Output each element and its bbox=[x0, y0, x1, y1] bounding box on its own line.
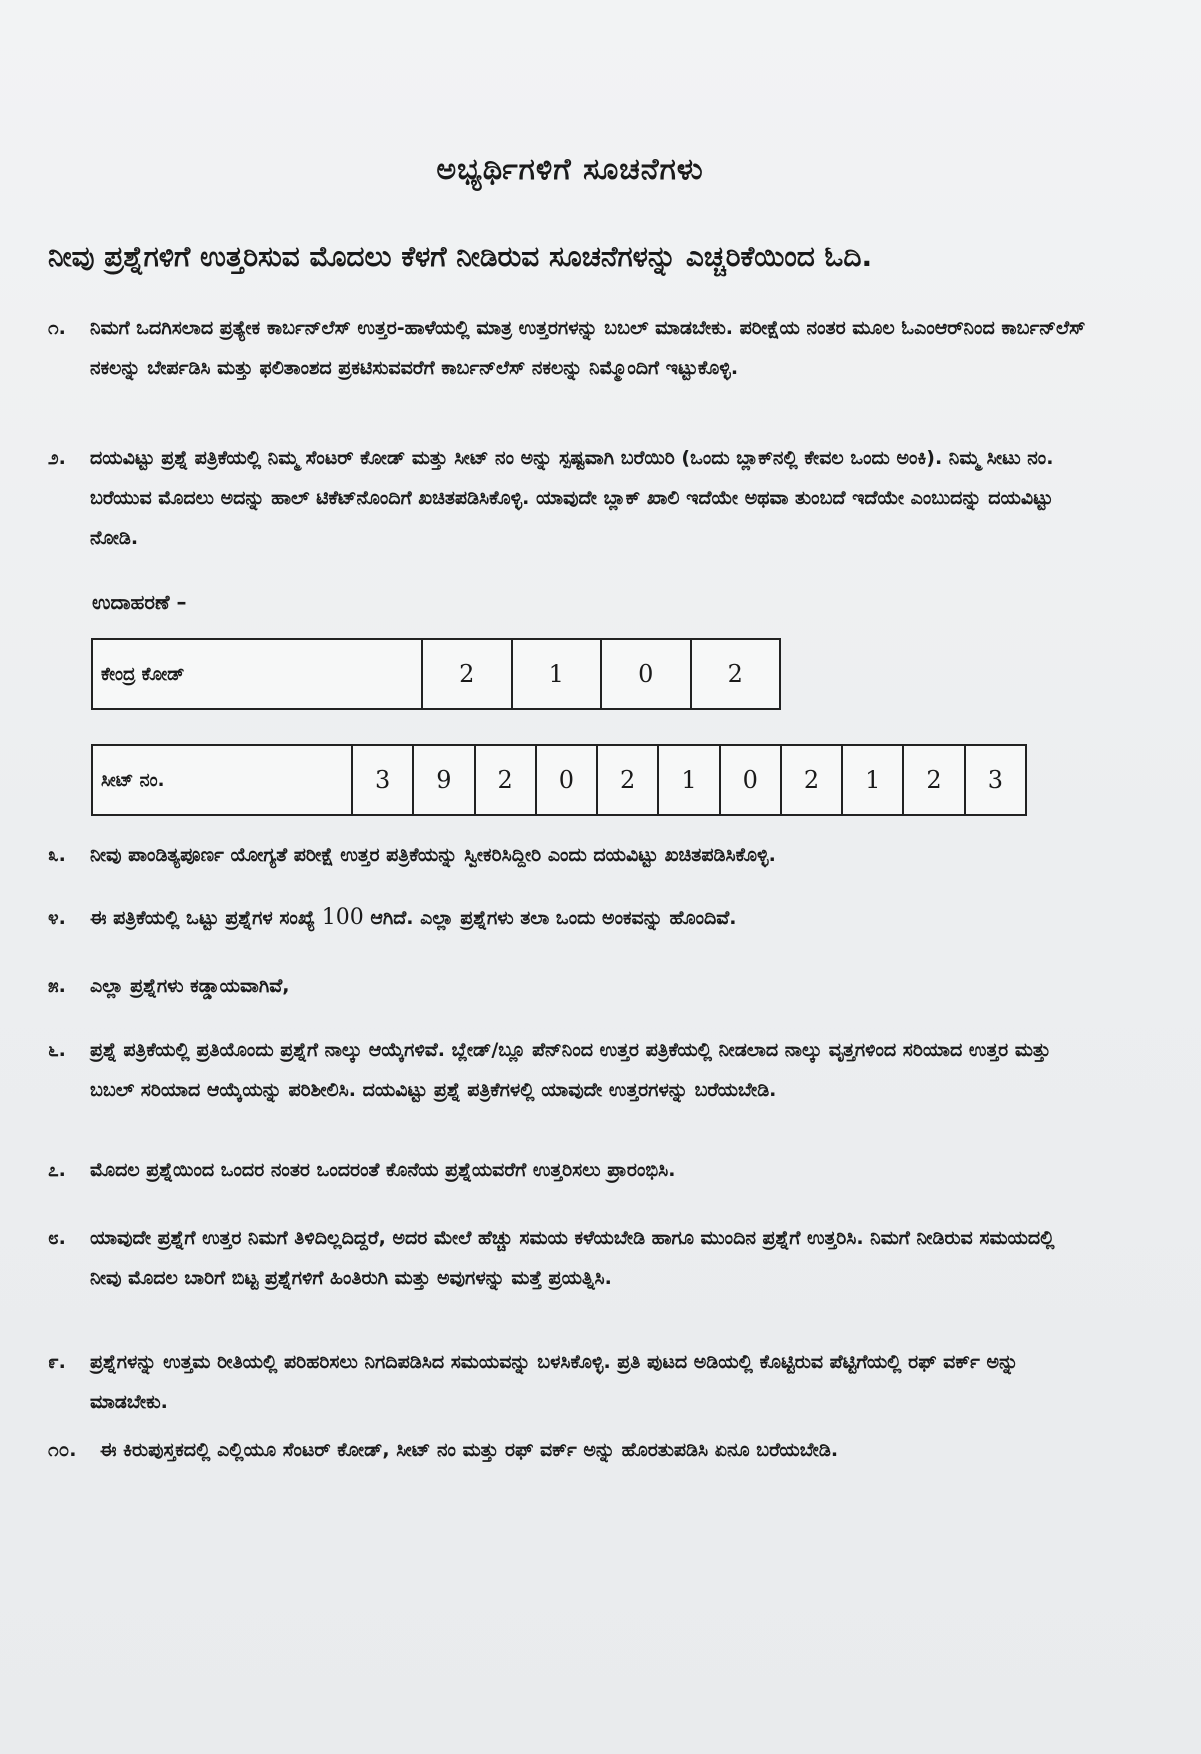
item-text: ಪ್ರಶ್ನೆ ಪತ್ರಿಕೆಯಲ್ಲಿ ಪ್ರತಿಯೊಂದು ಪ್ರಶ್ನೆಗೆ ನಾಲ್ಕು ಆಯ್ಕೆಗಳಿವೆ. ಬ್ಲೇಡ್/ಬ್ಲೂ ಪೆನ್‌ನಿಂದ ಉತ್ತರ ಪತ್ರಿಕೆಯಲ್ಲಿ ನೀಡಲಾದ ನಾಲ್ಕು ವೃತ್ತಗಳಿಂದ ಸರಿಯಾದ ಉತ್ತರ ಮತ್ತು ಬಬಲ್ ಸರಿಯಾದ ಆಯ್ಕೆಯನ್ನು ಪರಿಶೀಲಿಸಿ. ದಯವಿಟ್ಟು ಪ್ರಶ್ನೆ ಪತ್ರಿಕೆಗಳಲ್ಲಿ ಯಾವುದೇ ಉತ್ತರಗಳನ್ನು ಬರೆಯಬೇಡಿ. bbox=[90, 1039, 1051, 1101]
instruction-item-3 bbox=[48, 835, 1088, 875]
instruction-item-5 bbox=[48, 966, 1088, 1006]
item-number: ೪. bbox=[48, 907, 66, 929]
item-text-before: ಈ ಪತ್ರಿಕೆಯಲ್ಲಿ ಒಟ್ಟು ಪ್ರಶ್ನೆಗಳ ಸಂಖ್ಯೆ bbox=[90, 907, 316, 929]
page-subtitle: ನೀವು ಪ್ರಶ್ನೆಗಳಿಗೆ ಉತ್ತರಿಸುವ ಮೊದಲು ಕೆಳಗೆ ನೀಡಿರುವ ಸೂಚನೆಗಳನ್ನು ಎಚ್ಚರಿಕೆಯಿಂದ ಓದಿ. bbox=[48, 240, 873, 273]
seat-number-digit: 2 bbox=[475, 745, 536, 815]
item-text: ನೀವು ಪಾಂಡಿತ್ಯಪೂರ್ಣ ಯೋಗ್ಯತೆ ಪರೀಕ್ಷೆ ಉತ್ತರ ಪತ್ರಿಕೆಯನ್ನು ಸ್ವೀಕರಿಸಿದ್ದೀರಿ ಎಂದು ದಯವಿಟ್ಟು ಖಚಿತಪಡಿಸಿಕೊಳ್ಳಿ. bbox=[90, 844, 776, 866]
seat-number-digit: 2 bbox=[597, 745, 658, 815]
instruction-item-4 bbox=[48, 898, 1088, 938]
seat-number-digit: 3 bbox=[965, 745, 1026, 815]
instruction-item-2 bbox=[48, 438, 1088, 558]
item-number: ೯. bbox=[48, 1351, 66, 1373]
question-count: 100 bbox=[321, 905, 364, 930]
item-number: ೫. bbox=[48, 975, 66, 997]
center-code-digit: 1 bbox=[512, 639, 602, 709]
seat-number-digit: 1 bbox=[842, 745, 903, 815]
seat-number-digit: 0 bbox=[536, 745, 597, 815]
example-label: ಉದಾಹರಣೆ – bbox=[92, 590, 187, 614]
item-text: ಪ್ರಶ್ನೆಗಳನ್ನು ಉತ್ತಮ ರೀತಿಯಲ್ಲಿ ಪರಿಹರಿಸಲು ನಿಗದಿಪಡಿಸಿದ ಸಮಯವನ್ನು ಬಳಸಿಕೊಳ್ಳಿ. ಪ್ರತಿ ಪುಟದ ಅಡಿಯಲ್ಲಿ ಕೊಟ್ಟಿರುವ ಪೆಟ್ಟಿಗೆಯಲ್ಲಿ ರಫ್ ವರ್ಕ್ ಅನ್ನು ಮಾಡಬೇಕು. bbox=[90, 1351, 1019, 1413]
item-text: ಯಾವುದೇ ಪ್ರಶ್ನೆಗೆ ಉತ್ತರ ನಿಮಗೆ ತಿಳಿದಿಲ್ಲದಿದ್ದರೆ, ಅದರ ಮೇಲೆ ಹೆಚ್ಚು ಸಮಯ ಕಳೆಯಬೇಡಿ ಹಾಗೂ ಮುಂದಿನ ಪ್ರಶ್ನೆಗೆ ಉತ್ತರಿಸಿ. ನಿಮಗೆ ನೀಡಿರುವ ಸಮಯದಲ್ಲಿ ನೀವು ಮೊದಲ ಬಾರಿಗೆ ಬಿಟ್ಟ ಪ್ರಶ್ನೆಗಳಿಗೆ ಹಿಂತಿರುಗಿ ಮತ್ತು ಅವುಗಳನ್ನು ಮತ್ತೆ ಪ್ರಯತ್ನಿಸಿ. bbox=[90, 1227, 1055, 1289]
item-number: ೭. bbox=[48, 1159, 66, 1181]
item-text-after: ಆಗಿದೆ. ಎಲ್ಲಾ ಪ್ರಶ್ನೆಗಳು ತಲಾ ಒಂದು ಅಂಕವನ್ನು ಹೊಂದಿವೆ. bbox=[370, 907, 737, 929]
center-code-table bbox=[91, 638, 781, 710]
instruction-item-7 bbox=[48, 1150, 1088, 1190]
instruction-item-1 bbox=[48, 308, 1088, 388]
instruction-item-6 bbox=[48, 1030, 1088, 1110]
center-code-digit: 2 bbox=[691, 639, 781, 709]
item-text: ದಯವಿಟ್ಟು ಪ್ರಶ್ನೆ ಪತ್ರಿಕೆಯಲ್ಲಿ ನಿಮ್ಮ ಸೆಂಟರ್ ಕೋಡ್ ಮತ್ತು ಸೀಟ್ ನಂ ಅನ್ನು ಸ್ಪಷ್ಟವಾಗಿ ಬರೆಯಿರಿ (ಒಂದು ಬ್ಲಾಕ್‌ನಲ್ಲಿ ಕೇವಲ ಒಂದು ಅಂಕಿ). ನಿಮ್ಮ ಸೀಟು ನಂ. ಬರೆಯುವ ಮೊದಲು ಅದನ್ನು ಹಾಲ್ ಟಿಕೆಟ್‌ನೊಂದಿಗೆ ಖಚಿತಪಡಿಸಿಕೊಳ್ಳಿ. ಯಾವುದೇ ಬ್ಲಾಕ್ ಖಾಲಿ ಇದೆಯೇ ಅಥವಾ ತುಂಬದೆ ಇದೆಯೇ ಎಂಬುದನ್ನು ದಯವಿಟ್ಟು ನೋಡಿ. bbox=[90, 447, 1054, 549]
seat-number-digit: 3 bbox=[352, 745, 413, 815]
instruction-item-8 bbox=[48, 1218, 1088, 1298]
seat-number-label: ಸೀಟ್ ನಂ. bbox=[92, 745, 352, 815]
item-text: ಮೊದಲ ಪ್ರಶ್ನೆಯಿಂದ ಒಂದರ ನಂತರ ಒಂದರಂತೆ ಕೊನೆಯ ಪ್ರಶ್ನೆಯವರೆಗೆ ಉತ್ತರಿಸಲು ಪ್ರಾರಂಭಿಸಿ. bbox=[90, 1159, 676, 1181]
seat-number-digit: 0 bbox=[720, 745, 781, 815]
item-text: ನಿಮಗೆ ಒದಗಿಸಲಾದ ಪ್ರತ್ಯೇಕ ಕಾರ್ಬನ್‌ಲೆಸ್ ಉತ್ತರ-ಹಾಳೆಯಲ್ಲಿ ಮಾತ್ರ ಉತ್ತರಗಳನ್ನು ಬಬಲ್ ಮಾಡಬೇಕು. ಪರೀಕ್ಷೆಯ ನಂತರ ಮೂಲ ಓಎಂಆರ್‌ನಿಂದ ಕಾರ್ಬನ್‌ಲೆಸ್ ನಕಲನ್ನು ಬೇರ್ಪಡಿಸಿ ಮತ್ತು ಫಲಿತಾಂಶದ ಪ್ರಕಟಿಸುವವರೆಗೆ ಕಾರ್ಬನ್‌ಲೆಸ್ ನಕಲನ್ನು ನಿಮ್ಮೊಂದಿಗೆ ಇಟ್ಟುಕೊಳ್ಳಿ. bbox=[90, 317, 1086, 379]
item-number: ೬. bbox=[48, 1039, 66, 1061]
item-number: ೧. bbox=[48, 317, 66, 339]
item-text: ಈ ಕಿರುಪುಸ್ತಕದಲ್ಲಿ ಎಲ್ಲಿಯೂ ಸೆಂಟರ್ ಕೋಡ್, ಸೀಟ್ ನಂ ಮತ್ತು ರಫ್ ವರ್ಕ್ ಅನ್ನು ಹೊರತುಪಡಿಸಿ ಏನೂ ಬರೆಯಬೇಡಿ. bbox=[100, 1439, 839, 1461]
center-code-digit: 0 bbox=[601, 639, 691, 709]
item-text bbox=[90, 898, 1088, 938]
item-text: ಎಲ್ಲಾ ಪ್ರಶ್ನೆಗಳು ಕಡ್ಡಾಯವಾಗಿವೆ, bbox=[90, 975, 290, 997]
item-number: ೮. bbox=[48, 1227, 66, 1249]
seat-number-digit: 2 bbox=[781, 745, 842, 815]
seat-number-digit: 9 bbox=[413, 745, 474, 815]
item-number: ೨. bbox=[48, 447, 66, 469]
page-title: ಅಭ್ಯರ್ಥಿಗಳಿಗೆ ಸೂಚನೆಗಳು bbox=[436, 152, 704, 187]
seat-number-digit: 1 bbox=[658, 745, 719, 815]
item-number: ೩. bbox=[48, 844, 66, 866]
seat-number-table bbox=[91, 744, 1027, 816]
instruction-item-9 bbox=[48, 1342, 1088, 1422]
center-code-digit: 2 bbox=[422, 639, 512, 709]
center-code-label: ಕೇಂದ್ರ ಕೋಡ್ bbox=[92, 639, 422, 709]
item-number: ೧೦. bbox=[48, 1439, 77, 1461]
instruction-item-10 bbox=[48, 1430, 1088, 1470]
seat-number-digit: 2 bbox=[903, 745, 964, 815]
